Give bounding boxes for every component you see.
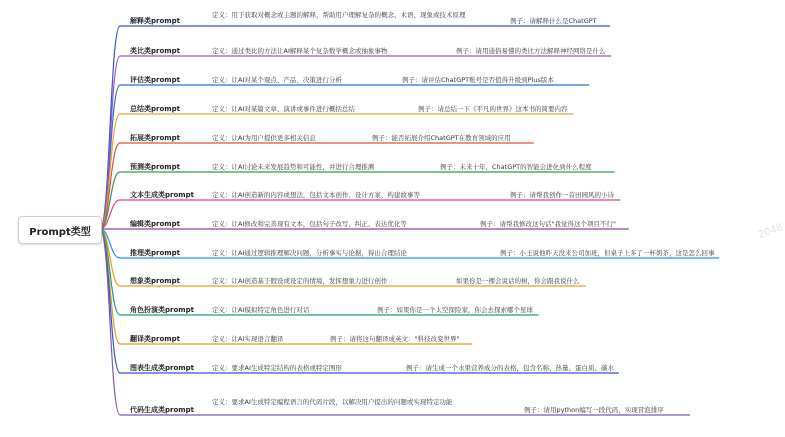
category-label[interactable]: 评估类prompt — [130, 76, 180, 84]
category-label[interactable]: 文本生成类prompt — [130, 191, 194, 199]
definition-text: 定义：让AI创造新的内容或想法，包括文本创作、设计方案、构建故事等 — [212, 191, 420, 199]
definition-text: 定义：让AI创造基于假设或设定的情境，发挥想象力进行创作 — [212, 277, 388, 285]
definition-text: 定义：让AI修改和完善现有文本，包括句子改写、纠正、表达优化等 — [212, 220, 407, 228]
definition-text: 定义：让AI模拟特定角色进行对话 — [212, 306, 310, 314]
watermark: 2048 — [756, 221, 785, 242]
example-text: 如果你是一棵会说话的树，你会跟我说什么 — [456, 277, 580, 285]
example-text: 例子：请解释什么是ChatGPT — [510, 17, 597, 25]
category-label[interactable]: 总结类prompt — [130, 105, 180, 113]
definition-text: 定义：要求AI生成特定结构的表格或特定图形 — [212, 364, 342, 372]
example-text: 例子：请将这句翻译成英文："科技改变世界" — [330, 335, 460, 343]
example-text: 例子：如果你是一个太空探险家，你会去探索哪个星球 — [377, 306, 533, 314]
definition-text: 定义：通过类比的方法让AI解释某个复杂数学概念或抽象事物 — [212, 47, 388, 55]
branch-connector — [100, 143, 534, 229]
definition-text: 定义：让AI通过逻辑推理解决问题，分析事实与论据，得出合理结论 — [212, 249, 407, 257]
definition-text: 定义：让AI实现语言翻译 — [212, 335, 284, 343]
category-label[interactable]: 图表生成类prompt — [130, 364, 194, 372]
category-label[interactable]: 类比类prompt — [130, 47, 180, 55]
category-label[interactable]: 解释类prompt — [130, 17, 180, 25]
category-label[interactable]: 代码生成类prompt — [130, 406, 194, 414]
example-text: 例子：小王说他昨天没来公司加班，但桌子上多了一杯奶茶，这是怎么回事 — [500, 249, 715, 257]
definition-text: 定义：让AI对某篇文章、演讲或事件进行概括总结 — [212, 105, 355, 113]
definition-text: 定义：让AI对某个观点、产品、决策进行分析 — [212, 76, 342, 84]
branch-connector — [100, 229, 539, 315]
example-text: 例子：请用python编写一段代码，实现冒泡排序 — [524, 406, 664, 414]
example-text: 例子：请生成一个水果营养成分的表格，包含名称、热量、蛋白质、碳水 — [406, 364, 614, 372]
example-text: 例子：请帮我创作一首田园风的小诗 — [510, 191, 614, 199]
definition-text: 定义：让AI讨论未来发展趋势和可能性，并进行合理推测 — [212, 163, 375, 171]
category-label[interactable]: 想象类prompt — [130, 277, 180, 285]
category-label[interactable]: 角色扮演类prompt — [130, 306, 194, 314]
root-label: Prompt类型 — [29, 226, 91, 238]
example-text: 例子：未来十年，ChatGPT的智能会进化到什么程度 — [440, 163, 592, 171]
definition-text: 定义：要求AI生成特定编程语言的代码片段，以解决用户提出的问题或实现特定功能 — [212, 398, 453, 406]
example-text: 例子：能否拓展介绍ChatGPT在教育领域的应用 — [372, 134, 511, 142]
category-label[interactable]: 翻译类prompt — [130, 335, 180, 343]
definition-text: 定义：用于获取对概念或主题的解释，帮助用户理解复杂的概念、术语、现象或技术原理 — [212, 11, 466, 19]
example-text: 例子：请评估ChatGPT账号是否值得升级到Plus版本 — [402, 76, 554, 84]
example-text: 例子：请总结一下《平凡的世界》这本书的简要内容 — [418, 105, 568, 113]
category-label[interactable]: 拓展类prompt — [130, 134, 180, 142]
definition-text: 定义：让AI为用户提供更多相关信息 — [212, 134, 316, 142]
example-text: 例子：请用通俗易懂的类比方法解释神经网络是什么 — [456, 47, 606, 55]
example-text: 例子：请帮我修改这句话"我觉得这个项目不行" — [480, 220, 616, 228]
category-label[interactable]: 推理类prompt — [130, 249, 180, 257]
category-label[interactable]: 预测类prompt — [130, 163, 180, 171]
root-node[interactable] — [18, 216, 102, 244]
category-label[interactable]: 编辑类prompt — [130, 220, 180, 228]
